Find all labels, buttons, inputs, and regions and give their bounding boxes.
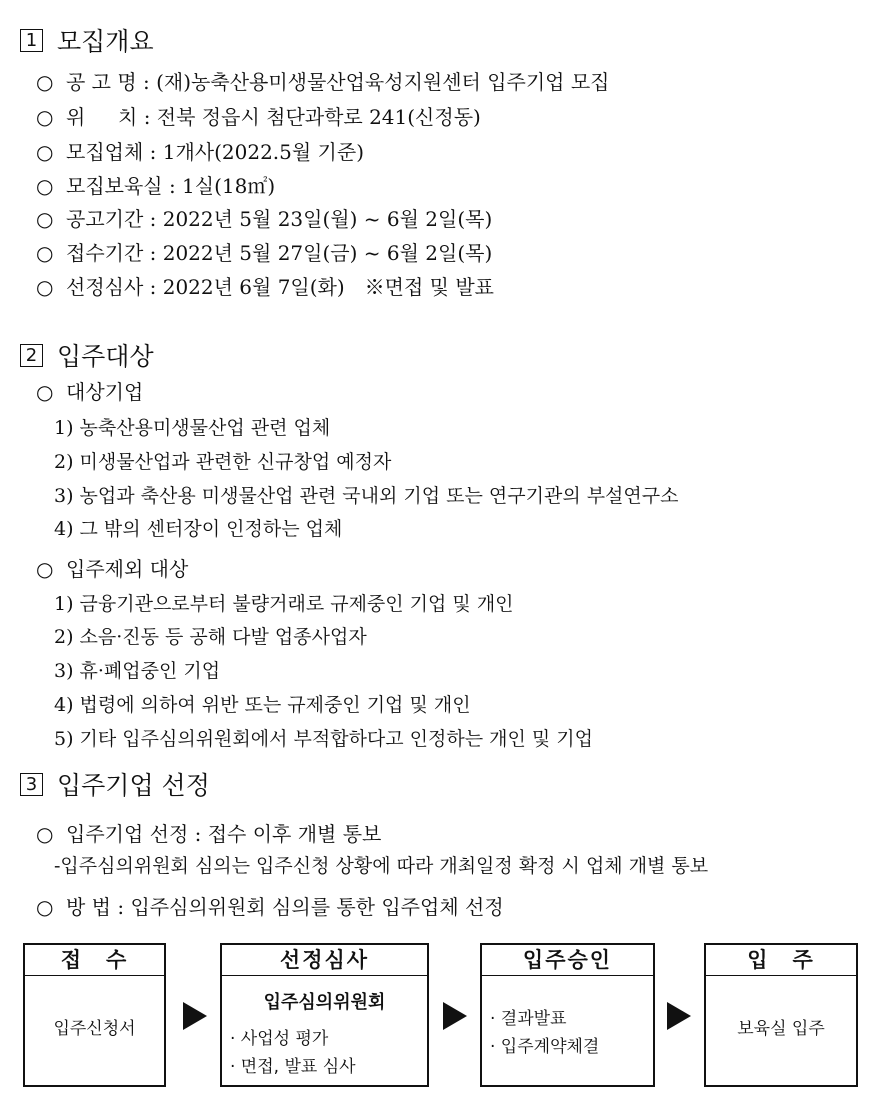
- flow-box-body: [482, 976, 653, 1086]
- excluded-item: 1) 금융기관으로부터 불량거래로 규제중인 기업 및 개인: [54, 593, 514, 615]
- bullet-circle: ○: [36, 275, 54, 299]
- section1-number: 1: [20, 29, 43, 52]
- info-line-application-period: [36, 237, 492, 266]
- info-line-notice-name: [36, 66, 610, 95]
- section2-title: [20, 337, 154, 373]
- flow-box-head: 접 수: [25, 945, 164, 976]
- flow-box-head: 입 주: [706, 945, 856, 976]
- section2-number: 2: [20, 344, 43, 367]
- flow-box-body: [706, 976, 856, 1086]
- flow-box-body: [25, 976, 164, 1086]
- eligible-item: 1) 농축산용미생물산업 관련 업체: [54, 417, 331, 439]
- info-text: 접수기간 : 2022년 5월 27일(금) ~ 6월 2일(목): [66, 241, 493, 265]
- bullet-circle: ○: [36, 380, 54, 404]
- bullet-circle: ○: [36, 241, 54, 265]
- info-line-notice-period: [36, 203, 492, 232]
- info-line-rooms: [36, 170, 275, 199]
- info-line-companies: [36, 136, 364, 165]
- eligible-item: 3) 농업과 축산용 미생물산업 관련 국내외 기업 또는 연구기관의 부설연구소: [54, 485, 679, 507]
- excluded-item: 4) 법령에 의하여 위반 또는 규제중인 기업 및 개인: [54, 694, 471, 716]
- section3-title-text: 입주기업 선정: [57, 771, 210, 800]
- info-text: 위 치 : 전북 정읍시 첨단과학로 241(신정동): [66, 105, 481, 129]
- flow-box-title: 입주심의위원회: [263, 992, 386, 1013]
- info-text: 모집보육실 : 1실(18㎡): [66, 174, 276, 198]
- group-title-text: 대상기업: [66, 380, 144, 404]
- eligible-item: 4) 그 밖의 센터장이 인정하는 업체: [54, 518, 343, 540]
- flow-box-text: 보육실 입주: [737, 1019, 825, 1039]
- eligible-group-title: [36, 376, 143, 405]
- selection-note: -입주심의위원회 심의는 입주신청 상황에 따라 개최일정 확정 시 업체 개별 통보: [54, 855, 709, 877]
- eligible-item: 2) 미생물산업과 관련한 신규창업 예정자: [54, 451, 392, 473]
- flow-box-application: [23, 943, 166, 1087]
- method-line: [36, 891, 504, 920]
- info-text: 공고기간 : 2022년 5월 23일(월) ~ 6월 2일(목): [66, 207, 493, 231]
- info-text: 공 고 명 : (재)농축산용미생물산업육성지원센터 입주기업 모집: [66, 70, 610, 94]
- flow-box-item: · 면접, 발표 심사: [230, 1057, 356, 1077]
- flow-box-item: · 입주계약체결: [490, 1037, 600, 1057]
- info-text: 모집업체 : 1개사(2022.5월 기준): [66, 140, 365, 164]
- flow-box-approval: [480, 943, 655, 1087]
- bullet-circle: ○: [36, 895, 54, 919]
- flow-box-body: [222, 976, 427, 1086]
- bullet-circle: ○: [36, 140, 54, 164]
- flow-box-text: 입주신청서: [53, 1019, 136, 1039]
- bullet-circle: ○: [36, 557, 54, 581]
- bullet-circle: ○: [36, 822, 54, 846]
- bullet-circle: ○: [36, 70, 54, 94]
- flow-arrow-right-icon: [183, 1002, 207, 1030]
- info-line-location: [36, 101, 481, 130]
- flow-box-item: · 결과발표: [490, 1009, 567, 1029]
- bullet-circle: ○: [36, 174, 54, 198]
- info-line-review: [36, 271, 494, 300]
- flow-box-item: · 사업성 평가: [230, 1029, 329, 1049]
- method-text: 방 법 : 입주심의위원회 심의를 통한 입주업체 선정: [66, 895, 504, 919]
- section3-title: [20, 766, 210, 802]
- flow-arrow-right-icon: [667, 1002, 691, 1030]
- flow-box-head: 입주승인: [482, 945, 653, 976]
- excluded-item: 2) 소음·진동 등 공해 다발 업종사업자: [54, 626, 367, 648]
- section1-title-text: 모집개요: [57, 27, 154, 56]
- excluded-item: 3) 휴·폐업중인 기업: [54, 660, 221, 682]
- info-text: 선정심사 : 2022년 6월 7일(화) ※면접 및 발표: [66, 275, 494, 299]
- flow-box-head: 선정심사: [222, 945, 427, 976]
- flow-arrow-right-icon: [443, 1002, 467, 1030]
- excluded-group-title: [36, 553, 188, 582]
- section3-number: 3: [20, 773, 43, 796]
- bullet-circle: ○: [36, 207, 54, 231]
- flow-box-review: [220, 943, 429, 1087]
- excluded-item: 5) 기타 입주심의위원회에서 부적합하다고 인정하는 개인 및 기업: [54, 728, 593, 750]
- bullet-circle: ○: [36, 105, 54, 129]
- selection-text: 입주기업 선정 : 접수 이후 개별 통보: [66, 822, 382, 846]
- section1-title: [20, 22, 154, 58]
- section2-title-text: 입주대상: [57, 342, 154, 371]
- flow-box-move-in: [704, 943, 858, 1087]
- group-title-text: 입주제외 대상: [66, 557, 189, 581]
- selection-line: [36, 818, 381, 847]
